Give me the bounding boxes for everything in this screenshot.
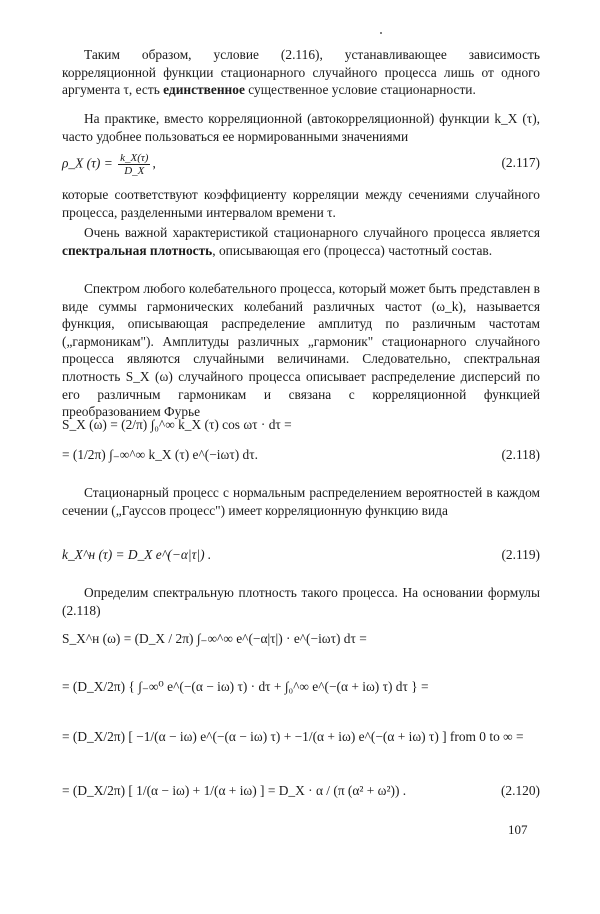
paragraph-4-start: Очень важной характеристикой стационарного случайного процесса является <box>84 225 540 240</box>
eq118-line2: = (1/2π) ∫₋∞^∞ k_X (τ) e^(−iωτ) dτ. <box>62 447 258 462</box>
equation-2-120-line-4 <box>62 780 540 802</box>
paragraph-1-text: Таким образом, условие (2.116), устанавливающее зависимость корреляционной функции стационарного случайного процесса лишь от одного аргумента τ, есть <box>62 47 540 98</box>
equation-2-118-line-1: S_X (ω) = (2/π) ∫₀^∞ k_X (τ) cos ωτ · dτ = <box>62 417 292 432</box>
paragraph-3: которые соответствуют коэффициенту корреляции между сечениями случайного процесса, разделенными интервалом времени τ. <box>62 187 540 220</box>
paragraph-1-bold: единственное <box>163 82 245 98</box>
eq117-fraction <box>118 152 150 177</box>
eq119-body: k_X^н (τ) = D_X e^(−α|τ|) . <box>62 547 212 562</box>
equation-2-120-line-2: = (D_X/2π) { ∫₋∞⁰ e^(−(α − iω) τ) · dτ + ∫₀^∞ e^(−(α + iω) τ) dτ } = <box>62 679 429 694</box>
paragraph-4-bold: спектральная плотность <box>62 242 213 258</box>
eq117-lhs: ρ_X (τ) = <box>62 155 113 171</box>
paragraph-4 <box>62 224 540 259</box>
eq117-denominator: D_X <box>124 165 145 177</box>
paragraph-4-end: , описывающая его (процесса) частотный состав. <box>212 242 493 258</box>
paragraph-2: На практике, вместо корреляционной (автокорреляционной) функции k_X (τ), часто удобнее пользоваться ее нормированными значениями <box>62 111 540 144</box>
paragraph-7: Определим спектральную плотность такого процесса. На основании формулы (2.118) <box>62 585 540 618</box>
paragraph-1 <box>62 46 540 99</box>
paragraph-6: Стационарный процесс с нормальным распределением вероятностей в каждом сечении („Гауссов процесс") имеет корреляционную функцию вида <box>62 485 540 518</box>
eq120-tag: (2.120) <box>500 783 540 798</box>
eq117-tag: (2.117) <box>501 155 540 170</box>
paragraph-1-end: существенное условие стационарности. <box>248 82 476 98</box>
eq118-tag: (2.118) <box>501 447 540 462</box>
page-number: 107 <box>508 822 528 837</box>
eq119-tag: (2.119) <box>501 547 540 562</box>
equation-2-117: ρ_X (τ) = $\frac{k\_X(\tau)}{D\_X}$ , (2.117) <box>62 152 540 177</box>
eq117-numerator: k_X(τ) <box>120 152 149 164</box>
equation-2-119 <box>62 544 540 566</box>
equation-2-120-line-3: = (D_X/2π) [ −1/(α − iω) e^(−(α − iω) τ) + −1/(α + iω) e^(−(α + iω) τ) ] from 0 to ∞ = <box>62 729 524 744</box>
equation-2-118-line-2 <box>62 444 540 466</box>
equation-2-120-line-1: S_X^н (ω) = (D_X / 2π) ∫₋∞^∞ e^(−α|τ|) · e^(−iωτ) dτ = <box>62 631 367 646</box>
speck <box>380 32 382 34</box>
eq120-line4: = (D_X/2π) [ 1/(α − iω) + 1/(α + iω) ] = D_X · α / (π (α² + ω²)) . <box>62 783 407 798</box>
paragraph-5: Спектром любого колебательного процесса, который может быть представлен в виде суммы гармонических колебаний различных частот (ω_k), называется функция, описывающая распределение амплитуд по различным частотам („гармоникам"). Амплитуды различных „гармоник" стационарного случайного процесса являются случайными величинами. Следовательно, спектральная плотность S_X (ω) случайного процесса описывает распределение дисперсий по его различным гармоникам и связана с корреляционной функцией преобразованием Фурье <box>62 281 540 420</box>
